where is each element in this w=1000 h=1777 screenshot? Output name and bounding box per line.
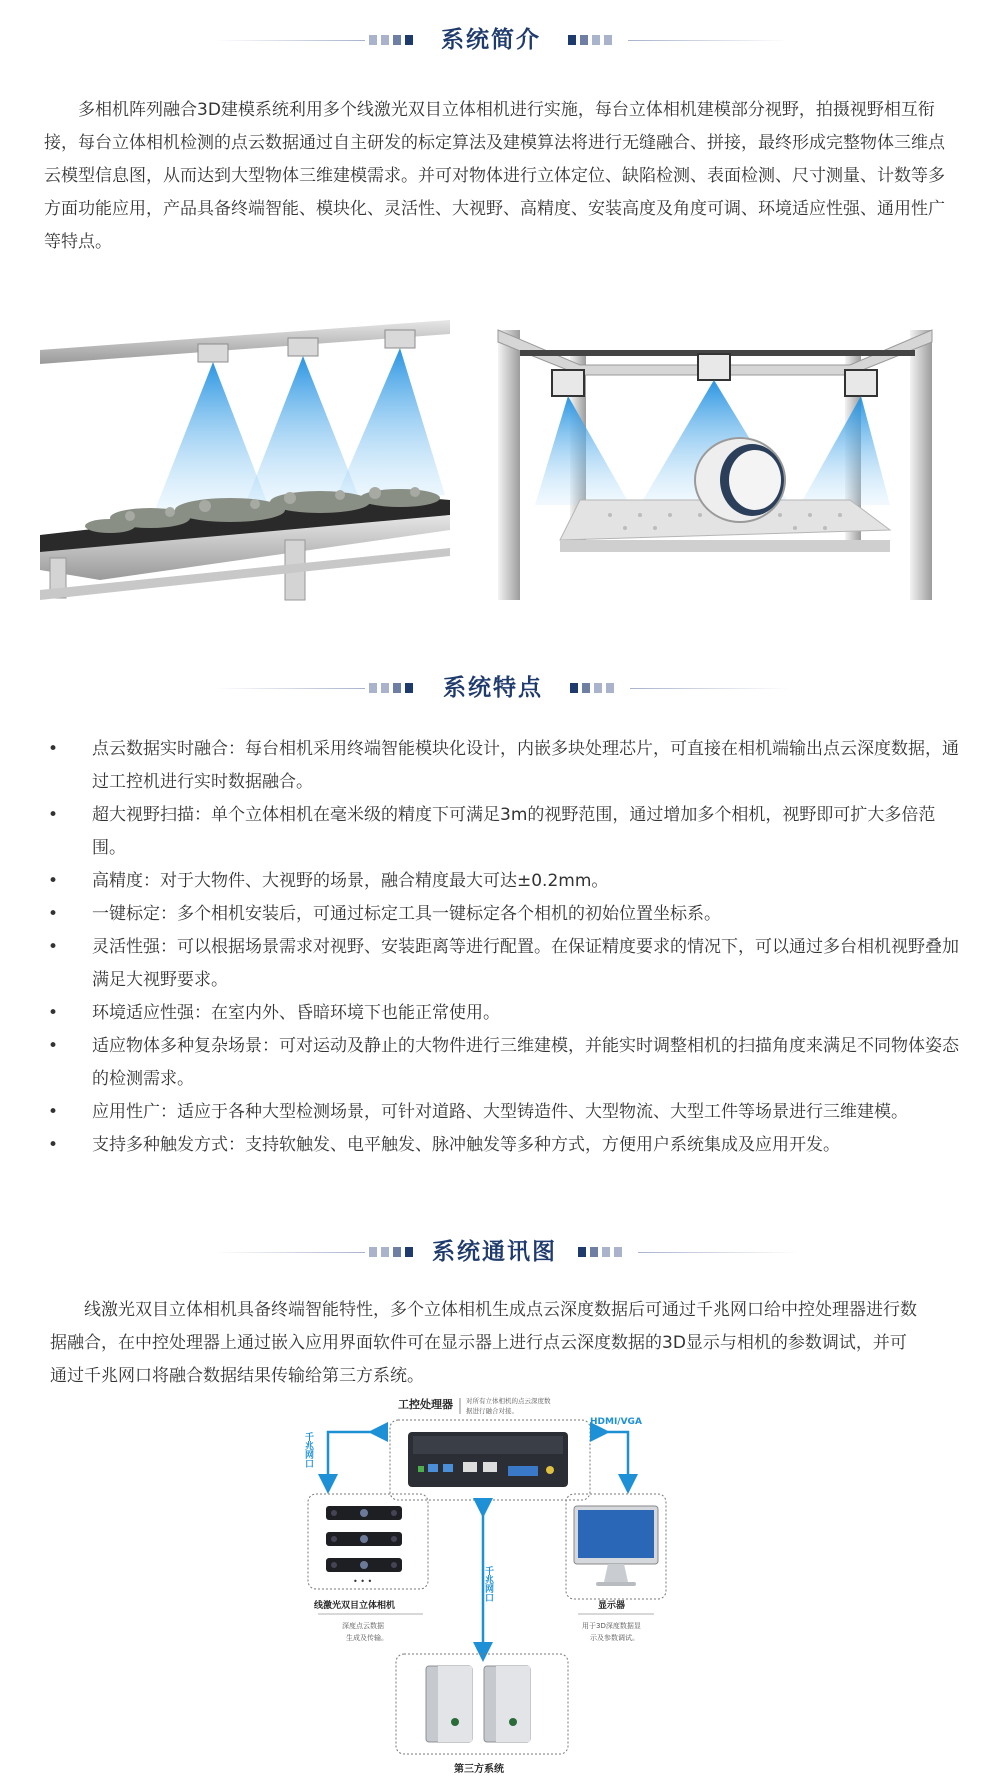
- bullet: •: [48, 739, 59, 759]
- camera-title: 线激光双目立体相机: [314, 1601, 396, 1611]
- section-title-intro: 系统简介: [441, 27, 541, 53]
- gige-left-label: 千兆网口: [303, 1432, 313, 1468]
- feature-text: 适应物体多种复杂场景：可对运动及静止的大物件进行三维建模，并能实时调整相机的扫描角度来满足不同物体姿态的检测需求。: [92, 1036, 959, 1089]
- feature-item: [40, 1096, 960, 1129]
- feature-item: [40, 1129, 960, 1162]
- feature-item: [40, 799, 960, 865]
- monitor-desc-2: 示及参数调试。: [590, 1634, 639, 1642]
- comm-paragraph: 线激光双目立体相机具备终端智能特性，多个立体相机生成点云深度数据后可通过千兆网口给中控处理器进行数据融合，在中控处理器上通过嵌入应用界面软件可在显示器上进行点云深度数据的3D显示与相机的参数调试，并可通过千兆网口将融合数据结果传输给第三方系统。: [50, 1300, 917, 1386]
- section-header-intro: [0, 20, 1000, 60]
- feature-text: 超大视野扫描：单个立体相机在毫米级的精度下可满足3m的视野范围，通过增加多个相机，视野即可扩大多倍范围。: [92, 805, 936, 858]
- feature-text: 一键标定：多个相机安装后，可通过标定工具一键标定各个相机的初始位置坐标系。: [92, 904, 721, 924]
- communication-diagram: [278, 1386, 728, 1777]
- ipc-title: 工控处理器: [398, 1398, 453, 1411]
- feature-item: [40, 997, 960, 1030]
- bullet: •: [48, 871, 59, 891]
- section-header-features: [0, 668, 1000, 708]
- server-icon: [426, 1666, 530, 1742]
- bullet: •: [48, 904, 59, 924]
- third-party-title: 第三方系统: [454, 1764, 504, 1775]
- ipc-device-icon: [408, 1432, 568, 1487]
- section-title-features: 系统特点: [443, 675, 543, 701]
- feature-text: 灵活性强：可以根据场景需求对视野、安装距离等进行配置。在保证精度要求的情况下，可以通过多台相机视野叠加满足大视野要求。: [92, 937, 959, 990]
- section-title-comm: 系统通讯图: [432, 1239, 557, 1265]
- gige-center-label: 千兆网口: [483, 1566, 493, 1602]
- bullet: •: [48, 1003, 59, 1023]
- stereo-camera-icon: [326, 1506, 402, 1572]
- section-header-comm: [0, 1232, 1000, 1272]
- monitor-desc-1: 用于3D深度数据显: [582, 1622, 641, 1630]
- feature-list: [40, 733, 960, 1162]
- feature-text: 应用性广：适应于各种大型检测场景，可针对道路、大型铸造件、大型物流、大型工件等场景进行三维建模。: [92, 1102, 908, 1122]
- feature-item: [40, 898, 960, 931]
- conveyor-scan-illustration: [30, 290, 450, 620]
- camera-more: • • •: [353, 1577, 373, 1586]
- bullet: •: [48, 1135, 59, 1155]
- feature-text: 支持多种触发方式：支持软触发、电平触发、脉冲触发等多种方式，方便用户系统集成及应用开发。: [92, 1135, 840, 1155]
- ipc-desc-2: 据进行融合对接。: [466, 1407, 518, 1415]
- feature-item: [40, 865, 960, 898]
- bullet: •: [48, 1102, 59, 1122]
- feature-item: [40, 931, 960, 997]
- feature-text: 点云数据实时融合：每台相机采用终端智能模块化设计，内嵌多块处理芯片，可直接在相机端输出点云深度数据，通过工控机进行实时数据融合。: [92, 739, 959, 792]
- feature-text: 环境适应性强：在室内外、昏暗环境下也能正常使用。: [92, 1003, 500, 1023]
- feature-item: [40, 733, 960, 799]
- camera-desc-2: 生成及传输。: [346, 1634, 388, 1642]
- feature-text: 高精度：对于大物件、大视野的场景，融合精度最大可达±0.2mm。: [92, 871, 609, 891]
- monitor-icon: [574, 1506, 658, 1586]
- ipc-desc-1: 对所有立体相机的点云深度数: [466, 1397, 551, 1405]
- feature-item: [40, 1030, 960, 1096]
- bullet: •: [48, 1036, 59, 1056]
- camera-desc-1: 深度点云数据: [342, 1622, 384, 1630]
- bullet: •: [48, 937, 59, 957]
- monitor-title: 显示器: [598, 1601, 626, 1611]
- hdmi-label: HDMI/VGA: [590, 1417, 642, 1427]
- bullet: •: [48, 805, 59, 825]
- intro-paragraph: 多相机阵列融合3D建模系统利用多个线激光双目立体相机进行实施，每台立体相机建模部分视野，拍摄视野相互衔接，每台立体相机检测的点云数据通过自主研发的标定算法及建模算法将进行无缝融合、拼接，最终形成完整物体三维点云模型信息图，从而达到大型物体三维建模需求。并可对物体进行立体定位、缺陷检测、表面检测、尺寸测量、计数等多方面功能应用，产品具备终端智能、模块化、灵活性、大视野、高精度、安装高度及角度可调、环境适应性强、通用性广等特点。: [44, 100, 945, 252]
- third-party-box: [396, 1654, 568, 1754]
- gantry-scan-illustration: [450, 290, 980, 620]
